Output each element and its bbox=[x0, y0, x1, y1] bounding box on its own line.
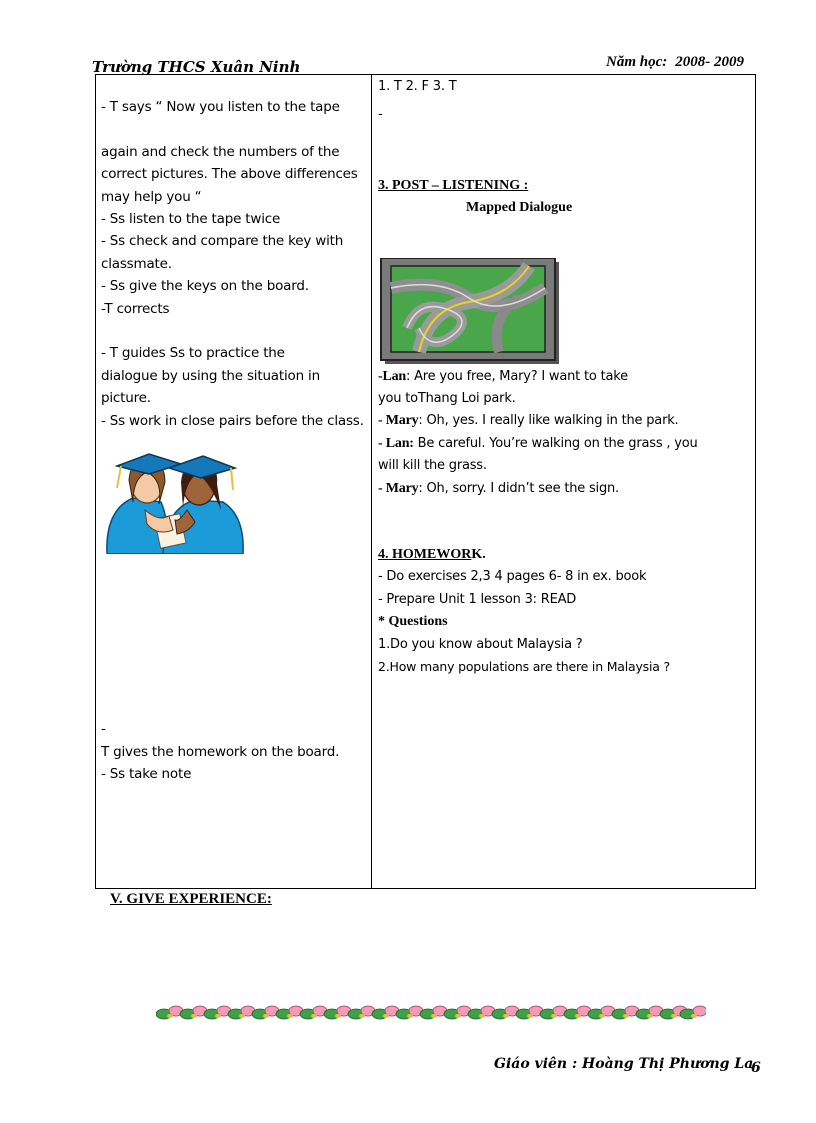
decorative-border bbox=[156, 1002, 706, 1024]
teacher-activities bbox=[101, 96, 369, 785]
left-line: picture. bbox=[101, 390, 151, 407]
mapped-dialogue-title: Mapped Dialogue bbox=[466, 200, 573, 216]
homework-item: - Prepare Unit 1 lesson 3: READ bbox=[378, 591, 577, 607]
teacher-name: Giáo viên : Hoàng Thị Phương La bbox=[494, 1056, 754, 1072]
homework-title: 4. HOMEWORK. bbox=[378, 547, 486, 563]
dialogue-line: will kill the grass. bbox=[378, 458, 487, 474]
left-line: - Ss check and compare the key with bbox=[101, 233, 344, 250]
give-experience-heading: V. GIVE EXPERIENCE: bbox=[110, 891, 272, 907]
page-number: 6 bbox=[751, 1060, 761, 1076]
left-line: -T corrects bbox=[101, 300, 170, 317]
left-line bbox=[101, 118, 369, 140]
left-line: dialogue by using the situation in bbox=[101, 367, 320, 384]
homework-item: - Do exercises 2,3 4 pages 6- 8 in ex. book bbox=[378, 569, 647, 585]
post-listening-title: 3. POST – LISTENING : bbox=[378, 177, 529, 193]
left-line: again and check the numbers of the bbox=[101, 143, 340, 160]
year-label: Năm học: bbox=[606, 54, 668, 70]
school-name: Trường THCS Xuân Ninh bbox=[92, 58, 301, 75]
dialogue-line: - Lan: Be careful. You’re walking on the grass , you bbox=[378, 435, 698, 451]
left-line: classmate. bbox=[101, 255, 172, 272]
left-line: - Ss take note bbox=[101, 765, 192, 782]
dialogue-line: -Lan: Are you free, Mary? I want to take bbox=[378, 368, 628, 384]
student-activities bbox=[378, 76, 748, 679]
left-line bbox=[101, 320, 369, 342]
left-line: - Ss listen to the tape twice bbox=[101, 211, 281, 228]
left-line: - Ss work in close pairs before the class. bbox=[101, 412, 364, 429]
left-line: - bbox=[101, 721, 106, 738]
graduates-clipart bbox=[103, 450, 245, 554]
table-divider bbox=[371, 74, 372, 889]
question-item: 1.Do you know about Malaysia ? bbox=[378, 636, 583, 652]
left-line: - Ss give the keys on the board. bbox=[101, 278, 309, 295]
questions-title: * Questions bbox=[378, 614, 448, 630]
question-item: 2.How many populations are there in Malaysia ? bbox=[378, 659, 670, 675]
left-line: T gives the homework on the board. bbox=[101, 743, 340, 760]
dialogue-line: - Mary: Oh, yes. I really like walking in the park. bbox=[378, 413, 679, 429]
dialogue-line: - Mary: Oh, sorry. I didn’t see the sign. bbox=[378, 480, 619, 496]
left-line: may help you “ bbox=[101, 188, 202, 205]
dialogue-line: you toThang Loi park. bbox=[378, 391, 516, 407]
left-line: correct pictures. The above differences bbox=[101, 166, 358, 183]
school-year bbox=[606, 54, 744, 71]
left-line: - T guides Ss to practice the bbox=[101, 345, 285, 362]
left-line: - T says “ Now you listen to the tape bbox=[101, 99, 340, 115]
year-value: 2008- 2009 bbox=[675, 54, 744, 70]
road-map-clipart bbox=[379, 258, 561, 366]
answers-dash: - bbox=[378, 107, 383, 123]
answers-line: 1. T 2. F 3. T bbox=[378, 79, 457, 94]
